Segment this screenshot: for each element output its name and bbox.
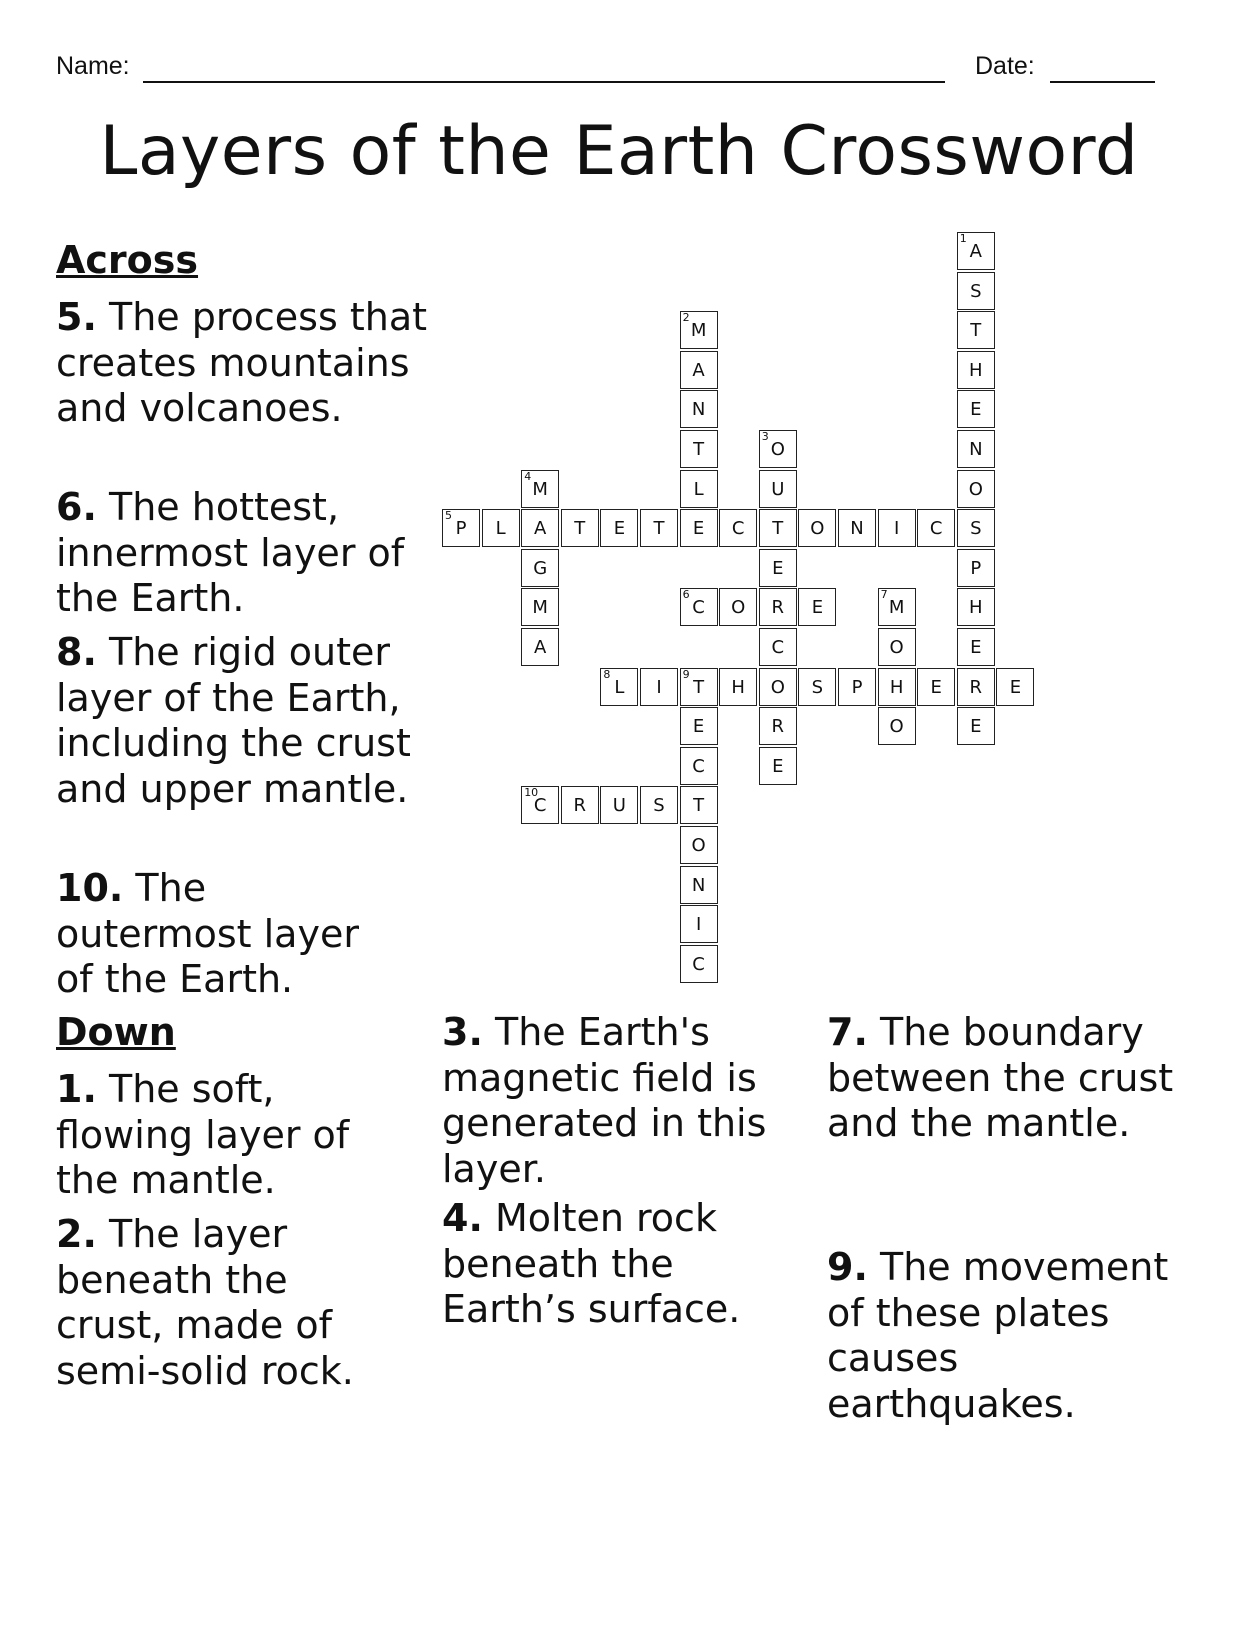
across-clue-8 <box>56 630 436 812</box>
cell-letter: E <box>970 716 982 738</box>
clue-text: The boundary between the crust and the mantle. <box>827 1010 1174 1145</box>
down-clue-4 <box>442 1196 802 1333</box>
grid-cell[interactable] <box>759 549 797 587</box>
cell-letter: S <box>970 518 982 540</box>
grid-cell[interactable] <box>680 945 718 983</box>
down-heading: Down <box>56 1010 176 1054</box>
grid-cell[interactable] <box>442 509 480 547</box>
cell-letter: C <box>692 755 705 777</box>
cell-number: 5 <box>445 509 452 523</box>
cell-letter: O <box>889 716 904 738</box>
grid-cell[interactable] <box>957 430 995 468</box>
grid-cell[interactable] <box>759 470 797 508</box>
grid-cell[interactable] <box>838 509 876 547</box>
grid-cell[interactable] <box>759 588 797 626</box>
cell-letter: L <box>614 676 625 698</box>
cell-letter: A <box>534 518 547 540</box>
grid-cell[interactable] <box>680 786 718 824</box>
cell-number: 9 <box>682 667 690 681</box>
grid-cell[interactable] <box>957 549 995 587</box>
grid-cell[interactable] <box>878 668 916 706</box>
cell-letter: O <box>691 835 706 856</box>
down-clue-9 <box>827 1245 1187 1427</box>
cell-letter: R <box>573 795 587 817</box>
cell-letter: H <box>731 676 745 698</box>
cell-letter: I <box>893 518 900 540</box>
cell-letter: C <box>771 637 785 658</box>
cell-letter: P <box>970 557 982 579</box>
cell-letter: T <box>574 518 586 540</box>
cell-letter: I <box>656 676 662 698</box>
cell-letter: R <box>771 716 785 738</box>
grid-cell[interactable] <box>521 549 559 587</box>
clue-text: The process that creates mountains and volcanoes. <box>56 295 428 430</box>
grid-cell[interactable] <box>521 588 559 626</box>
grid-cell[interactable] <box>957 470 995 508</box>
cell-letter: N <box>850 518 864 540</box>
clue-number: 8. <box>56 630 97 674</box>
cell-letter: H <box>969 359 983 381</box>
grid-cell[interactable] <box>600 668 638 706</box>
cell-letter: O <box>810 518 825 540</box>
cell-letter: E <box>613 518 626 540</box>
cell-letter: O <box>731 597 746 619</box>
cell-letter: S <box>653 795 665 817</box>
clue-text: The layer beneath the crust, made of semi-solid rock. <box>56 1212 354 1393</box>
down-clue-7 <box>827 1010 1187 1147</box>
grid-cell[interactable] <box>680 866 718 904</box>
grid-cell[interactable] <box>759 707 797 745</box>
cell-number: 8 <box>603 667 611 681</box>
grid-cell[interactable] <box>680 707 718 745</box>
cell-number: 10 <box>524 786 539 800</box>
grid-cell[interactable] <box>957 351 995 389</box>
clue-text: The rigid outer layer of the Earth, including the crust and upper mantle. <box>56 630 411 811</box>
cell-letter: T <box>772 518 784 540</box>
cell-letter: M <box>690 320 707 342</box>
grid-cell[interactable] <box>680 311 718 349</box>
cell-letter: A <box>692 359 705 381</box>
clue-text: The outermost layer of the Earth. <box>56 866 359 1001</box>
grid-cell[interactable] <box>759 668 797 706</box>
grid-cell[interactable] <box>640 509 678 547</box>
grid-cell[interactable] <box>521 628 559 666</box>
grid-cell[interactable] <box>521 786 559 824</box>
grid-cell[interactable] <box>640 668 678 706</box>
grid-cell[interactable] <box>680 747 718 785</box>
cell-letter: T <box>693 795 705 817</box>
grid-cell[interactable] <box>878 628 916 666</box>
cell-letter: E <box>1009 676 1022 698</box>
clue-number: 2. <box>56 1212 97 1256</box>
cell-letter: S <box>811 676 824 698</box>
cell-letter: T <box>693 439 705 460</box>
cell-letter: T <box>970 320 982 342</box>
cell-letter: L <box>495 518 506 540</box>
cell-letter: R <box>969 676 983 698</box>
cell-letter: P <box>851 676 863 698</box>
cell-letter: N <box>691 399 706 421</box>
grid-cell[interactable] <box>996 668 1034 706</box>
clue-number: 1. <box>56 1067 97 1111</box>
across-clue-10 <box>56 866 396 1003</box>
grid-cell[interactable] <box>957 668 995 706</box>
grid-cell[interactable] <box>798 588 836 626</box>
cell-letter: S <box>970 280 982 302</box>
cell-letter: T <box>653 518 665 540</box>
grid-cell[interactable] <box>878 509 916 547</box>
cell-number: 6 <box>682 588 690 602</box>
grid-cell[interactable] <box>680 509 718 547</box>
cell-number: 1 <box>959 232 967 245</box>
grid-cell[interactable] <box>798 668 836 706</box>
grid-cell[interactable] <box>680 351 718 389</box>
cell-letter: A <box>969 241 982 262</box>
cell-letter: G <box>533 557 548 579</box>
grid-cell[interactable] <box>957 311 995 349</box>
grid-cell[interactable] <box>600 786 638 824</box>
cell-letter: E <box>692 518 705 540</box>
clue-text: Molten rock beneath the Earth’s surface. <box>442 1196 741 1331</box>
cell-letter: E <box>970 399 982 421</box>
cell-letter: T <box>693 676 705 698</box>
grid-cell[interactable] <box>561 786 599 824</box>
cell-letter: C <box>692 597 705 619</box>
grid-cell[interactable] <box>680 430 718 468</box>
cell-letter: I <box>695 914 702 936</box>
grid-cell[interactable] <box>680 588 718 626</box>
grid-cell[interactable] <box>719 588 757 626</box>
cell-letter: O <box>770 676 785 698</box>
grid-cell[interactable] <box>759 628 797 666</box>
grid-cell[interactable] <box>878 588 916 626</box>
cell-number: 7 <box>880 588 888 602</box>
cell-letter: H <box>889 676 904 698</box>
cell-letter: E <box>930 676 942 698</box>
grid-cell[interactable] <box>759 430 797 468</box>
grid-cell[interactable] <box>957 628 995 666</box>
cell-letter: N <box>691 874 706 896</box>
grid-cell[interactable] <box>957 390 995 428</box>
grid-cell[interactable] <box>680 470 718 508</box>
cell-letter: U <box>771 478 785 500</box>
cell-letter: C <box>692 953 705 975</box>
cell-letter: H <box>969 597 983 619</box>
across-clue-6 <box>56 485 436 622</box>
clue-number: 4. <box>442 1196 483 1240</box>
clue-text: The soft, flowing layer of the mantle. <box>56 1067 350 1202</box>
down-clue-1 <box>56 1067 396 1204</box>
cell-letter: M <box>532 597 548 619</box>
cell-letter: N <box>969 439 983 460</box>
page-title: Layers of the Earth Crossword <box>99 112 1139 191</box>
grid-cell[interactable] <box>680 826 718 864</box>
clue-number: 5. <box>56 295 97 339</box>
grid-cell[interactable] <box>521 509 559 547</box>
cell-letter: E <box>692 716 705 738</box>
clue-text: The Earth's magnetic field is generated in this layer. <box>442 1010 767 1191</box>
cell-letter: O <box>770 439 785 460</box>
grid-cell[interactable] <box>680 390 718 428</box>
cell-number: 4 <box>524 469 532 483</box>
grid-cell[interactable] <box>917 509 955 547</box>
grid-cell[interactable] <box>482 509 520 547</box>
clue-text: The movement of these plates causes earthquakes. <box>827 1245 1169 1426</box>
cell-letter: E <box>811 597 824 619</box>
grid-cell[interactable] <box>957 232 995 270</box>
down-clue-2 <box>56 1212 396 1394</box>
cell-letter: M <box>532 478 548 500</box>
cell-letter: P <box>455 518 467 540</box>
clue-number: 9. <box>827 1245 868 1289</box>
grid-cell[interactable] <box>561 509 599 547</box>
grid-cell[interactable] <box>719 509 757 547</box>
cell-letter: M <box>888 597 905 619</box>
cell-letter: L <box>693 478 704 500</box>
grid-cell[interactable] <box>838 668 876 706</box>
cell-letter: O <box>968 478 983 500</box>
clue-number: 10. <box>56 866 124 910</box>
cell-letter: C <box>533 795 547 817</box>
clue-number: 6. <box>56 485 97 529</box>
grid-cell[interactable] <box>521 470 559 508</box>
cell-number: 2 <box>682 311 690 325</box>
cell-letter: R <box>771 597 785 619</box>
down-clue-3 <box>442 1010 802 1192</box>
cell-letter: E <box>772 755 784 777</box>
grid-cell[interactable] <box>680 905 718 943</box>
cell-letter: C <box>731 518 745 540</box>
grid-cell[interactable] <box>759 747 797 785</box>
clue-number: 3. <box>442 1010 483 1054</box>
clue-text: The hottest, innermost layer of the Earth. <box>56 485 405 620</box>
cell-letter: A <box>534 637 547 658</box>
clue-number: 7. <box>827 1010 868 1054</box>
cell-letter: U <box>612 795 626 817</box>
grid-cell[interactable] <box>640 786 678 824</box>
cell-number: 3 <box>761 430 769 443</box>
grid-cell[interactable] <box>759 509 797 547</box>
grid-cell[interactable] <box>798 509 836 547</box>
grid-cell[interactable] <box>917 668 955 706</box>
grid-cell[interactable] <box>600 509 638 547</box>
cell-letter: E <box>772 557 784 579</box>
cell-letter: O <box>889 637 904 658</box>
grid-cell[interactable] <box>957 509 995 547</box>
grid-cell[interactable] <box>957 588 995 626</box>
cell-letter: C <box>929 518 943 540</box>
across-clue-5 <box>56 295 436 432</box>
grid-cell[interactable] <box>878 707 916 745</box>
grid-cell[interactable] <box>719 668 757 706</box>
name-label: Name: <box>56 52 130 80</box>
across-heading: Across <box>56 238 199 282</box>
cell-letter: E <box>970 637 982 658</box>
grid-cell[interactable] <box>957 707 995 745</box>
date-label: Date: <box>975 52 1035 80</box>
grid-cell[interactable] <box>957 272 995 310</box>
grid-cell[interactable] <box>680 668 718 706</box>
